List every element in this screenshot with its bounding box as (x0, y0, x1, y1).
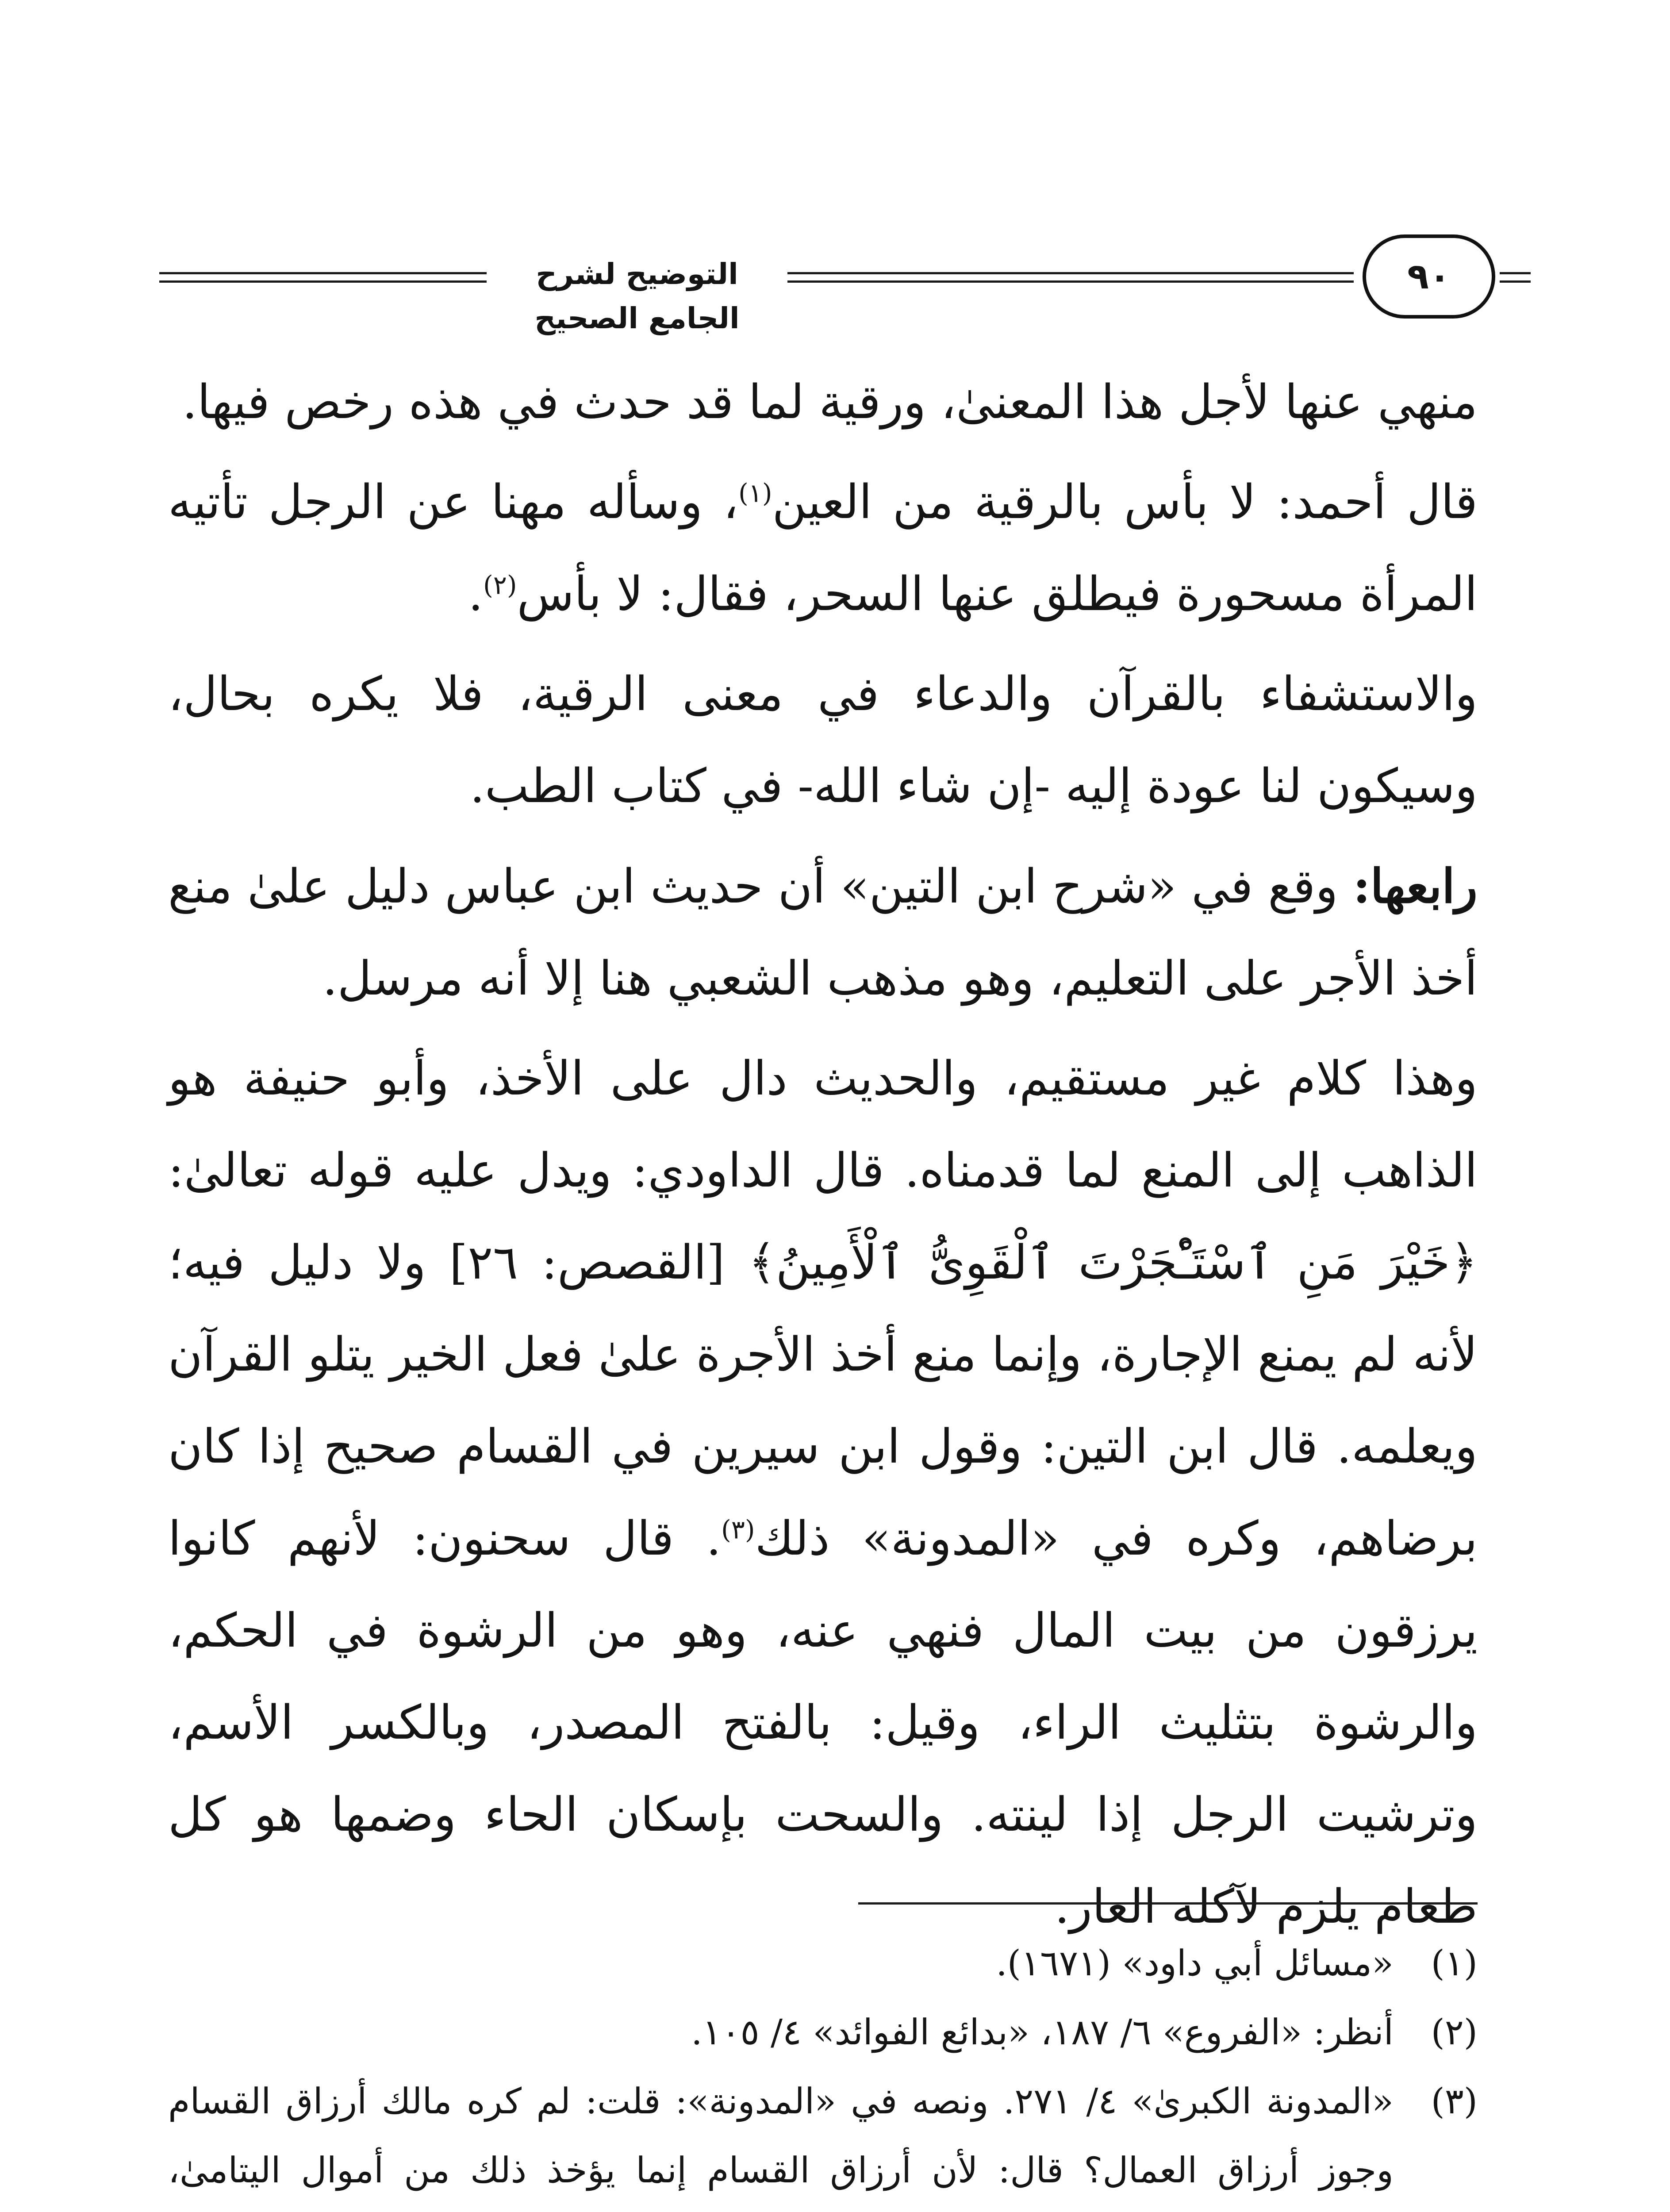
footnote-text: «المدونة الكبرىٰ» ٤/ ٢٧١. ونصه في «المدونة»: قلت: لم كره مالك أرزاق القسام وجوز أرزاق العمال؟ قال: لأن أرزاق القسام إنما يؤخذ ذلك من أموال اليتامىٰ، (168, 2081, 1394, 2191)
header-rule (159, 272, 487, 283)
text-run: . (468, 567, 484, 621)
text-run: . قال سحنون: لأنهم كانوا يرزقون من بيت المال فنهي عنه، وهو من الرشوة في الحكم، والرشوة بتثليث الراء، وقيل: بالفتح المصدر، وبالكسر الأسم، وترشيت الرجل إذا لينته. والسحت بإسكان الحاء وضمها هو كل طعام يلزم لآكله العار. (168, 1511, 1478, 1934)
paragraph: منهي عنها لأجل هذا المعنىٰ، ورقية لما قد حدث في هذه رخص فيها. (182, 375, 1478, 429)
paragraph (168, 456, 1478, 640)
text-run: قال أحمد: لا بأس بالرقية من العين (772, 475, 1478, 529)
text-run: ، وسأله مهنا عن الرجل تأتيه المرأة مسحورة فيطلق عنها السحر، فقال: لا بأس (168, 475, 1478, 621)
footnote-number: (٢) (1431, 2012, 1478, 2053)
running-title: التوضيح لشرح الجامع الصحيح (534, 257, 740, 335)
footnote-text: «مسائل أبي داود» (١٦٧١). (996, 1943, 1394, 1984)
text-run: وهذا كلام غير مستقيم، والحديث دال على الأخذ، وأبو حنيفة هو الذاهب إلى المنع لما قدمناه. قال الداودي: ويدل عليه قوله تعالىٰ: ﴿خَيْرَ مَنِ ٱسْتَـْٔجَرْتَ ٱلْقَوِىُّ ٱلْأَمِينُ﴾ [القصص: ٢٦] ولا دليل فيه؛ لأنه لم يمنع الإجارة، وإنما منع أخذ الأجرة علىٰ فعل الخير يتلو القرآن ويعلمه. قال ابن التين: وقول ابن سيرين في القسام صحيح إذا كان برضاهم، وكره في «المدونة» ذلك (168, 1051, 1478, 1566)
footnote-number: (٣) (1431, 2081, 1478, 2122)
footnote (168, 1998, 1478, 2067)
header-rule (787, 272, 1354, 283)
paragraph (168, 1033, 1478, 1953)
page-number: ٩٠ (1407, 256, 1451, 297)
footnote (168, 2067, 1478, 2212)
main-text (168, 356, 1478, 1953)
footnote-ref: (٢) (483, 570, 517, 600)
footnote-ref: (١) (738, 478, 772, 508)
text-run: وقع في «شرح ابن التين» أن حديث ابن عباس دليل علىٰ منع أخذ الأجر على التعليم، وهو مذهب الشعبي هنا إلا أنه مرسل. (168, 859, 1478, 1006)
section-lead: رابعها: (1353, 858, 1478, 914)
header-rule (1500, 272, 1531, 283)
footnotes (168, 1929, 1478, 2212)
page-number-badge (1363, 234, 1495, 319)
running-header (159, 230, 1531, 335)
footnote-number: (١) (1431, 1943, 1478, 1984)
footnote-text: أنظر: «الفروع» ٦/ ١٨٧، «بدائع الفوائد» ٤/ ١٠٥. (691, 2012, 1394, 2053)
footnote (168, 1929, 1478, 1998)
footnote-separator (858, 1902, 1478, 1905)
paragraph: والاستشفاء بالقرآن والدعاء في معنى الرقية، فلا يكره بحال، وسيكون لنا عودة إليه -إن شاء الله- في كتاب الطب. (168, 667, 1478, 813)
paragraph (168, 840, 1478, 1025)
footnote-ref: (٣) (721, 1514, 755, 1545)
